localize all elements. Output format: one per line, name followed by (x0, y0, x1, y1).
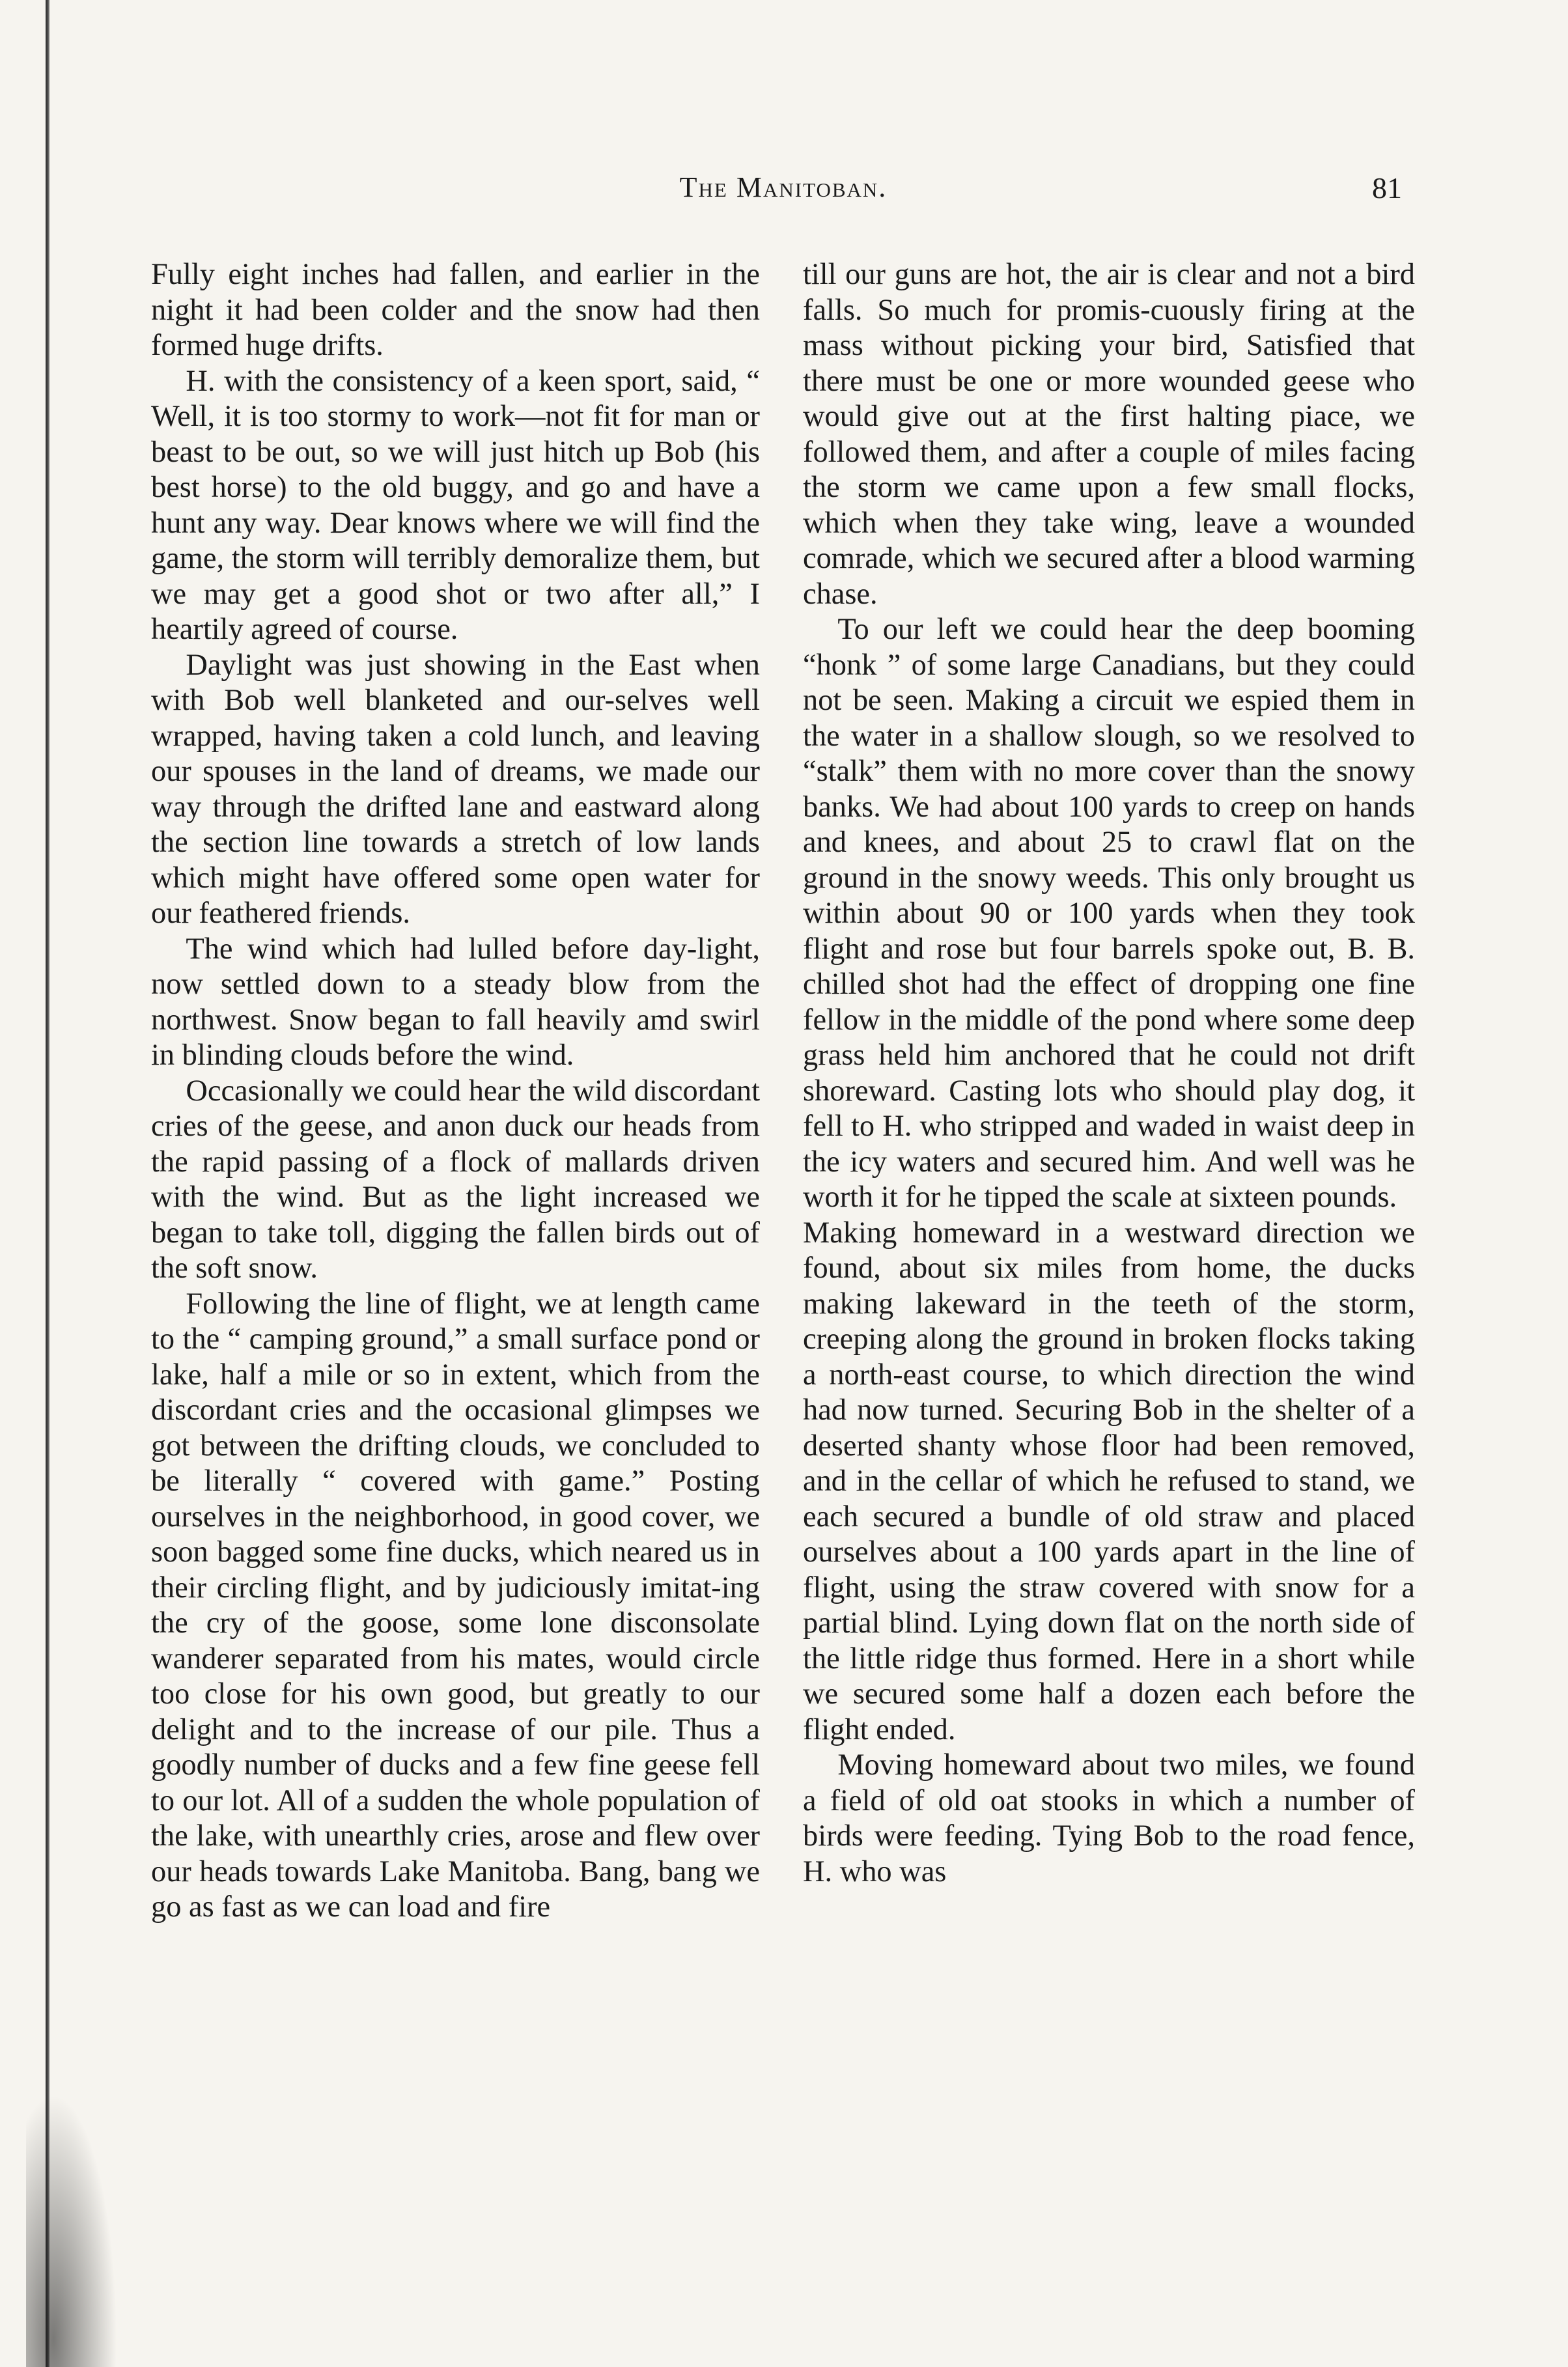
paragraph: Making homeward in a westward direction we found, about six miles from home, the ducks making lakeward in the teeth of the storm, creeping along the ground in broken flocks taking a north-east course, to which direction the wind had now turned. Securing Bob in the shelter of a deserted shanty whose floor had been removed, and in the cellar of which he refused to stand, we each secured a bundle of old straw and placed ourselves about a 100 yards apart in the line of flight, using the straw covered with snow for a partial blind. Lying down flat on the north side of the little ridge thus formed. Here in a short while we secured some half a dozen each before the flight ended. (803, 1216, 1415, 1746)
page-number: 81 (1372, 171, 1402, 204)
paragraph: H. with the consistency of a keen sport, said, “ Well, it is too stormy to work—not fit for man or beast to be out, so we will just hitch up Bob (his best horse) to the old buggy, and go and have a hunt any way. Dear knows where we will find the game, the storm will terribly demoralize them, but we may get a good shot or two after all,” I heartily agreed of course. (151, 364, 760, 646)
paragraph: Moving homeward about two miles, we found a field of old oat stooks in which a number of birds were feeding. Tying Bob to the road fence, H. who was (803, 1748, 1415, 1888)
paragraph: The wind which had lulled before day-light, now settled down to a steady blow from the northwest. Snow began to fall heavily amd swirl in blinding clouds before the wind. (151, 932, 760, 1072)
running-header (152, 171, 1415, 223)
page-scan-shadow (26, 2094, 117, 2367)
right-column (803, 257, 1415, 1890)
paragraph: To our left we could hear the deep booming “honk ” of some large Canadians, but they could not be seen. Making a circuit we espied them in the water in a shallow slough, so we resolved to “stalk” them with no more cover than the snowy banks. We had about 100 yards to creep on hands and knees, and about 25 to crawl flat on the ground in the snowy weeds. This only brought us within about 90 or 100 yards when they took flight and rose but four barrels spoke out, B. B. chilled shot had the effect of dropping one fine fellow in the middle of the pond where some deep grass held him anchored that he could not drift shoreward. Casting lots who should play dog, it fell to H. who stripped and waded in waist deep in the icy waters and secured him. And well was he worth it for he tipped the scale at sixteen pounds. (803, 613, 1415, 1214)
paragraph: Fully eight inches had fallen, and earlier in the night it had been colder and the snow had then formed huge drifts. (151, 258, 760, 362)
paragraph: till our guns are hot, the air is clear and not a bird falls. So much for promis-cuously firing at the mass without picking your bird, Satisfied that there must be one or more wounded geese who would give out at the first halting piace, we followed them, and after a couple of miles facing the storm we came upon a few small flocks, which when they take wing, leave a wounded comrade, which we secured after a blood warming chase. (803, 258, 1415, 611)
running-title: The Manitoban. (679, 171, 888, 203)
paragraph: Following the line of flight, we at length came to the “ camping ground,” a small surface pond or lake, half a mile or so in extent, which from the discordant cries and the occasional glimpses we got between the drifting clouds, we concluded to be literally “ covered with game.” Posting ourselves in the neighborhood, in good cover, we soon bagged some fine ducks, which neared us in their circling flight, and by judiciously imitat-ing the cry of the goose, some lone disconsolate wanderer separated from his mates, would circle too close for his own good, but greatly to our delight and to the increase of our pile. Thus a goodly number of ducks and a few fine geese fell to our lot. All of a sudden the whole population of the lake, with unearthly cries, arose and flew over our heads towards Lake Manitoba. Bang, bang we go as fast as we can load and fire (151, 1287, 760, 1924)
paragraph: Occasionally we could hear the wild discordant cries of the geese, and anon duck our heads from the rapid passing of a flock of mallards driven with the wind. But as the light increased we began to take toll, digging the fallen birds out of the soft snow. (151, 1074, 760, 1285)
left-column (151, 257, 760, 1926)
page-binding-edge (46, 0, 50, 2367)
paragraph: Daylight was just showing in the East when with Bob well blanketed and our-selves well wrapped, having taken a cold lunch, and leaving our spouses in the land of dreams, we made our way through the drifted lane and eastward along the section line towards a stretch of low lands which might have offered some open water for our feathered friends. (151, 648, 760, 930)
